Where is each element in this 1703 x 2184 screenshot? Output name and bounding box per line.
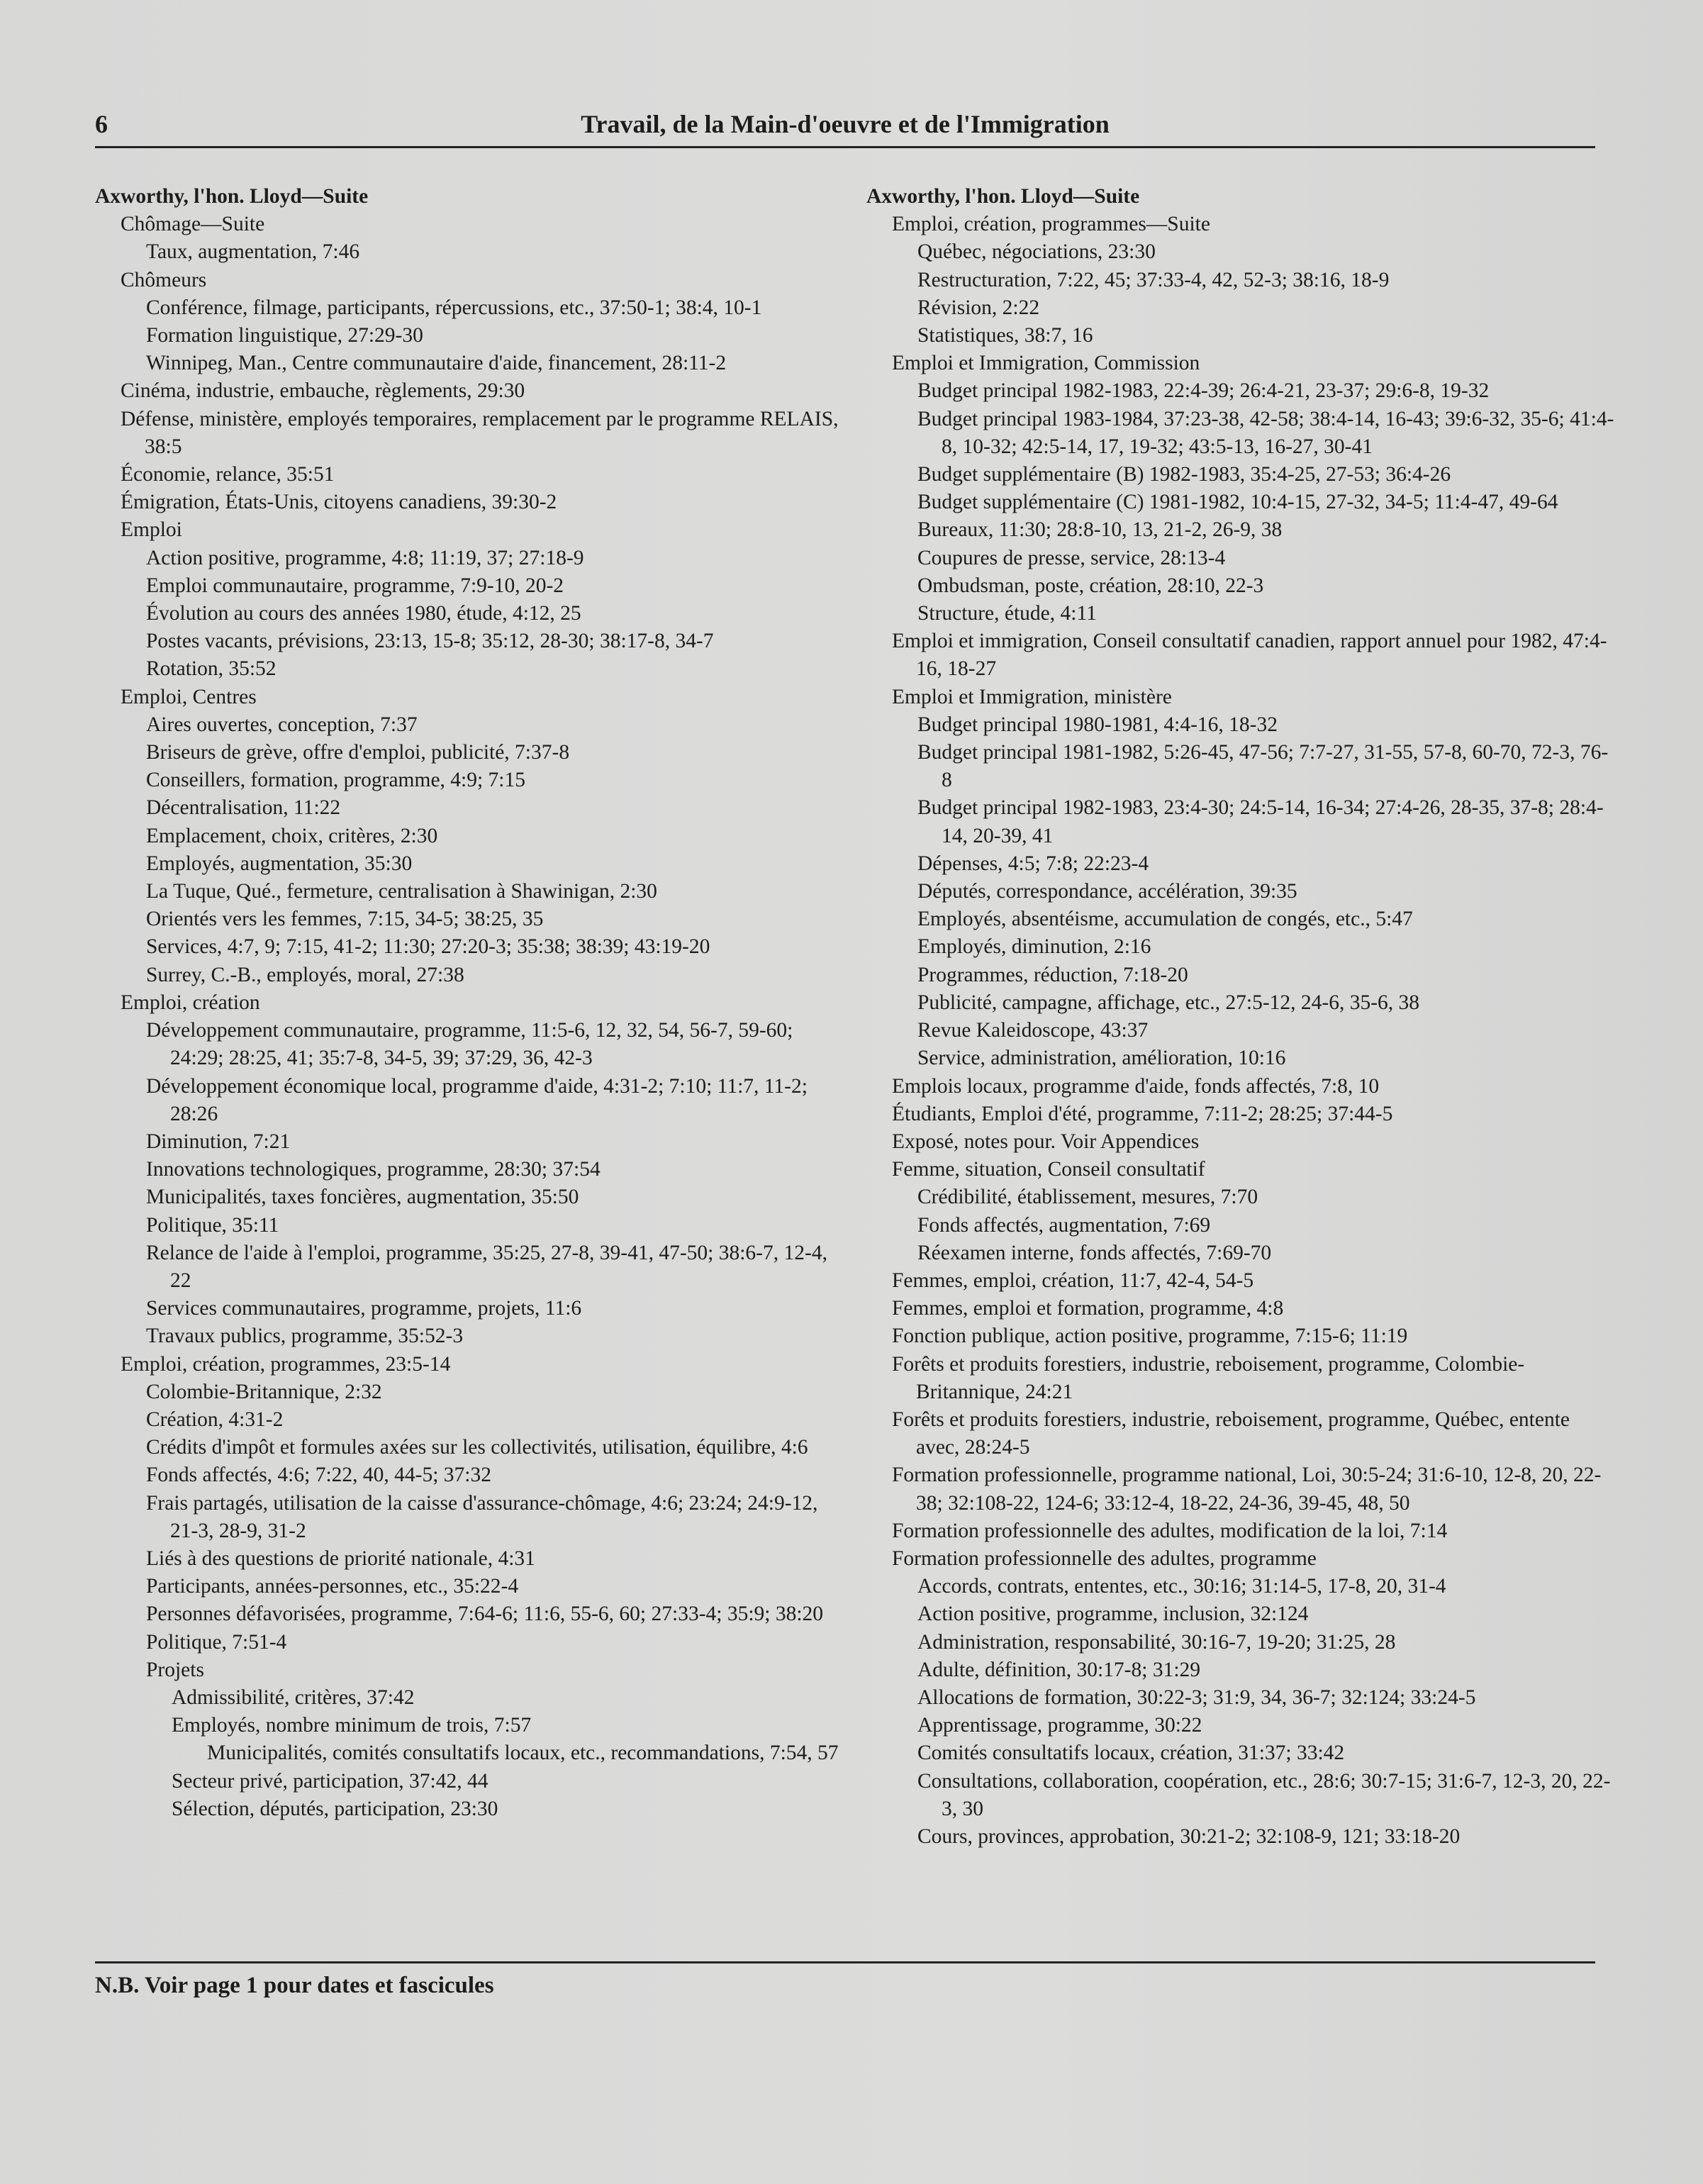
index-entry: Adulte, définition, 30:17-8; 31:29 [917,1658,1201,1681]
index-entry: Députés, correspondance, accélération, 39:35 [917,880,1297,903]
index-entry: Économie, relance, 35:51 [121,463,335,486]
index-entry: Emploi [121,518,182,542]
index-entry: Forêts et produits forestiers, industrie, reboisement, programme, Québec, entente avec, 28:24-5 [892,1408,1570,1459]
index-entry: Fonds affectés, 4:6; 7:22, 40, 44-5; 37:32 [146,1464,491,1487]
index-entry: Statistiques, 38:7, 16 [917,324,1093,347]
index-entry: Employés, diminution, 2:16 [917,935,1151,959]
index-entry: Conseillers, formation, programme, 4:9; 7:15 [146,769,526,792]
index-entry: Évolution au cours des années 1980, étude, 4:12, 25 [146,602,581,625]
index-entry: Apprentissage, programme, 30:22 [917,1714,1202,1737]
index-entry: Crédibilité, établissement, mesures, 7:70 [917,1186,1258,1209]
index-entry: Conférence, filmage, participants, répercussions, etc., 37:50-1; 38:4, 10-1 [146,296,762,319]
index-entry: Dépenses, 4:5; 7:8; 22:23-4 [917,852,1149,875]
index-entry: Défense, ministère, employés temporaires, remplacement par le programme RELAIS, 38:5 [121,407,839,458]
index-entry: Ombudsman, poste, création, 28:10, 22-3 [917,574,1264,597]
index-entry: Formation professionnelle des adultes, programme [892,1547,1317,1570]
index-entry: Frais partagés, utilisation de la caisse d'assurance-chômage, 4:6; 23:24; 24:9-12, 21-3, 28-9, 31-2 [146,1491,818,1542]
index-entry: Révision, 2:22 [917,296,1040,319]
index-entry: Budget principal 1980-1981, 4:4-16, 18-32 [917,713,1278,736]
index-entry: Cinéma, industrie, embauche, règlements, 29:30 [121,379,525,403]
index-entry: Québec, négociations, 23:30 [917,240,1156,264]
index-entry: Développement économique local, programme d'aide, 4:31-2; 7:10; 11:7, 11-2; 28:26 [146,1074,808,1125]
index-entry: Orientés vers les femmes, 7:15, 34-5; 38:25, 35 [146,908,544,931]
index-entry: Services communautaires, programme, projets, 11:6 [146,1297,582,1320]
index-entry: Municipalités, comités consultatifs locaux, etc., recommandations, 7:54, 57 [207,1742,839,1765]
index-entry: Femme, situation, Conseil consultatif [892,1158,1205,1181]
index-entry: Politique, 7:51-4 [146,1630,287,1654]
index-entry: Surrey, C.-B., employés, moral, 27:38 [146,963,464,986]
index-list-right [866,183,1618,1851]
index-list-left [95,183,847,1823]
index-entry: Rotation, 35:52 [146,657,277,681]
footer-note: N.B. Voir page 1 pour dates et fascicules [95,1973,494,1998]
index-entry: Emploi, création [121,991,260,1014]
index-entry: Budget principal 1982-1983, 23:4-30; 24:5-14, 16-34; 27:4-26, 28-35, 37-8; 28:4-14, 20-39, 41 [917,796,1604,847]
index-entry: Structure, étude, 4:11 [917,602,1097,625]
index-entry: Emplois locaux, programme d'aide, fonds affectés, 7:8, 10 [892,1074,1380,1098]
index-entry: Revue Kaleidoscope, 43:37 [917,1019,1149,1042]
index-entry: Exposé, notes pour. Voir Appendices [892,1130,1200,1153]
index-entry: Projets [146,1658,204,1681]
index-entry: Émigration, États-Unis, citoyens canadiens, 39:30-2 [121,491,557,514]
index-entry: Fonds affectés, augmentation, 7:69 [917,1213,1211,1237]
index-entry: Budget supplémentaire (C) 1981-1982, 10:4-15, 27-32, 34-5; 11:4-47, 49-64 [917,491,1558,514]
index-entry: Politique, 35:11 [146,1213,279,1237]
index-entry: Femmes, emploi, création, 11:7, 42-4, 54-5 [892,1269,1254,1292]
footer-rule [95,1961,1595,1963]
index-entry: Travaux publics, programme, 35:52-3 [146,1325,464,1348]
index-entry: Axworthy, l'hon. Lloyd—Suite [95,185,369,208]
index-entry: Administration, responsabilité, 30:16-7, 19-20; 31:25, 28 [917,1630,1396,1654]
index-entry: Chômeurs [121,268,207,291]
index-entry: Service, administration, amélioration, 10:16 [917,1047,1286,1070]
index-entry: Emploi et Immigration, Commission [892,352,1200,375]
index-entry: Employés, absentéisme, accumulation de congés, etc., 5:47 [917,908,1413,931]
index-entry: Participants, années-personnes, etc., 35:22-4 [146,1575,519,1598]
index-entry: Briseurs de grève, offre d'emploi, publicité, 7:37-8 [146,741,570,764]
index-entry: Décentralisation, 11:22 [146,796,341,820]
index-entry: Relance de l'aide à l'emploi, programme, 35:25, 27-8, 39-41, 47-50; 38:6-7, 12-4, 22 [146,1241,827,1292]
index-entry: Emplacement, choix, critères, 2:30 [146,824,438,847]
index-entry: Services, 4:7, 9; 7:15, 41-2; 11:30; 27:20-3; 35:38; 38:39; 43:19-20 [146,935,710,959]
index-entry: Emploi, création, programmes—Suite [892,213,1210,236]
index-entry: La Tuque, Qué., fermeture, centralisation à Shawinigan, 2:30 [146,880,657,903]
index-entry: Emploi, Centres [121,685,257,708]
index-entry: Accords, contrats, ententes, etc., 30:16; 31:14-5, 17-8, 20, 31-4 [917,1575,1446,1598]
index-entry: Employés, augmentation, 35:30 [146,852,413,875]
index-entry: Aires ouvertes, conception, 7:37 [146,713,418,736]
index-entry: Crédits d'impôt et formules axées sur les collectivités, utilisation, équilibre, 4:6 [146,1436,808,1459]
page-title: Travail, de la Main-d'oeuvre et de l'Immigration [581,110,1110,138]
index-entry: Formation professionnelle, programme national, Loi, 30:5-24; 31:6-10, 12-8, 20, 22-38; 32:108-22, 124-6; 33:12-4, 18-22, 24-36, 39-45, 48, 50 [892,1464,1602,1515]
index-entry: Axworthy, l'hon. Lloyd—Suite [866,185,1140,208]
index-entry: Postes vacants, prévisions, 23:13, 15-8; 35:12, 28-30; 38:17-8, 34-7 [146,630,714,653]
index-entry: Municipalités, taxes foncières, augmentation, 35:50 [146,1186,579,1209]
index-entry: Secteur privé, participation, 37:42, 44 [172,1769,488,1793]
index-entry: Budget principal 1983-1984, 37:23-38, 42-58; 38:4-14, 16-43; 39:6-32, 35-6; 41:4-8, 10-32; 42:5-14, 17, 19-32; 43:5-13, 16-27, 30-41 [917,407,1614,458]
index-entry: Action positive, programme, inclusion, 32:124 [917,1603,1309,1626]
index-entry: Chômage—Suite [121,213,265,236]
index-entry: Développement communautaire, programme, 11:5-6, 12, 32, 54, 56-7, 59-60; 24:29; 28:25, 41; 35:7-8, 34-5, 39; 37:29, 36, 42-3 [146,1019,793,1070]
index-entry: Coupures de presse, service, 28:13-4 [917,546,1226,569]
index-entry: Personnes défavorisées, programme, 7:64-6; 11:6, 55-6, 60; 27:33-4; 35:9; 38:20 [146,1603,824,1626]
index-entry: Emploi, création, programmes, 23:5-14 [121,1352,451,1376]
index-entry: Bureaux, 11:30; 28:8-10, 13, 21-2, 26-9, 38 [917,518,1283,542]
index-entry: Innovations technologiques, programme, 28:30; 37:54 [146,1158,601,1181]
index-entry: Winnipeg, Man., Centre communautaire d'aide, financement, 28:11-2 [146,352,727,375]
index-entry: Sélection, députés, participation, 23:30 [172,1797,498,1820]
page-header [95,106,1595,148]
index-entry: Création, 4:31-2 [146,1408,284,1431]
index-entry: Colombie-Britannique, 2:32 [146,1380,382,1403]
index-entry: Action positive, programme, 4:8; 11:19, 37; 27:18-9 [146,546,584,569]
index-entry: Emploi et Immigration, ministère [892,685,1172,708]
index-column-right [866,183,1618,1851]
index-entry: Budget principal 1982-1983, 22:4-39; 26:4-21, 23-37; 29:6-8, 19-32 [917,379,1490,403]
index-entry: Consultations, collaboration, coopération, etc., 28:6; 30:7-15; 31:6-7, 12-3, 20, 22-3, 30 [917,1769,1611,1820]
index-entry: Restructuration, 7:22, 45; 37:33-4, 42, 52-3; 38:16, 18-9 [917,268,1390,291]
index-entry: Étudiants, Emploi d'été, programme, 7:11-2; 28:25; 37:44-5 [892,1102,1393,1125]
index-entry: Employés, nombre minimum de trois, 7:57 [172,1714,532,1737]
index-entry: Formation professionnelle des adultes, modification de la loi, 7:14 [892,1519,1448,1542]
index-entry: Budget supplémentaire (B) 1982-1983, 35:4-25, 27-53; 36:4-26 [917,463,1451,486]
index-column-left [95,183,847,1823]
index-entry: Publicité, campagne, affichage, etc., 27:5-12, 24-6, 35-6, 38 [917,991,1420,1014]
index-entry: Allocations de formation, 30:22-3; 31:9, 34, 36-7; 32:124; 33:24-5 [917,1686,1476,1709]
index-entry: Femmes, emploi et formation, programme, 4:8 [892,1297,1284,1320]
index-entry: Admissibilité, critères, 37:42 [172,1686,415,1709]
index-entry: Liés à des questions de priorité nationale, 4:31 [146,1547,535,1570]
page-number: 6 [95,110,108,138]
index-entry: Fonction publique, action positive, programme, 7:15-6; 11:19 [892,1325,1408,1348]
index-entry: Cours, provinces, approbation, 30:21-2; 32:108-9, 121; 33:18-20 [917,1824,1461,1848]
index-entry: Formation linguistique, 27:29-30 [146,324,423,347]
index-entry: Programmes, réduction, 7:18-20 [917,963,1188,986]
index-entry: Budget principal 1981-1982, 5:26-45, 47-56; 7:7-27, 31-55, 57-8, 60-70, 72-3, 76-8 [917,741,1609,792]
index-entry: Emploi communautaire, programme, 7:9-10, 20-2 [146,574,564,597]
index-entry: Forêts et produits forestiers, industrie, reboisement, programme, Colombie-Britannique, 24:21 [892,1352,1525,1403]
index-entry: Emploi et immigration, Conseil consultatif canadien, rapport annuel pour 1982, 47:4-16, 18-27 [892,630,1607,681]
index-entry: Taux, augmentation, 7:46 [146,240,360,264]
index-entry: Comités consultatifs locaux, création, 31:37; 33:42 [917,1742,1345,1765]
index-entry: Réexamen interne, fonds affectés, 7:69-70 [917,1241,1272,1264]
index-entry: Diminution, 7:21 [146,1130,291,1153]
